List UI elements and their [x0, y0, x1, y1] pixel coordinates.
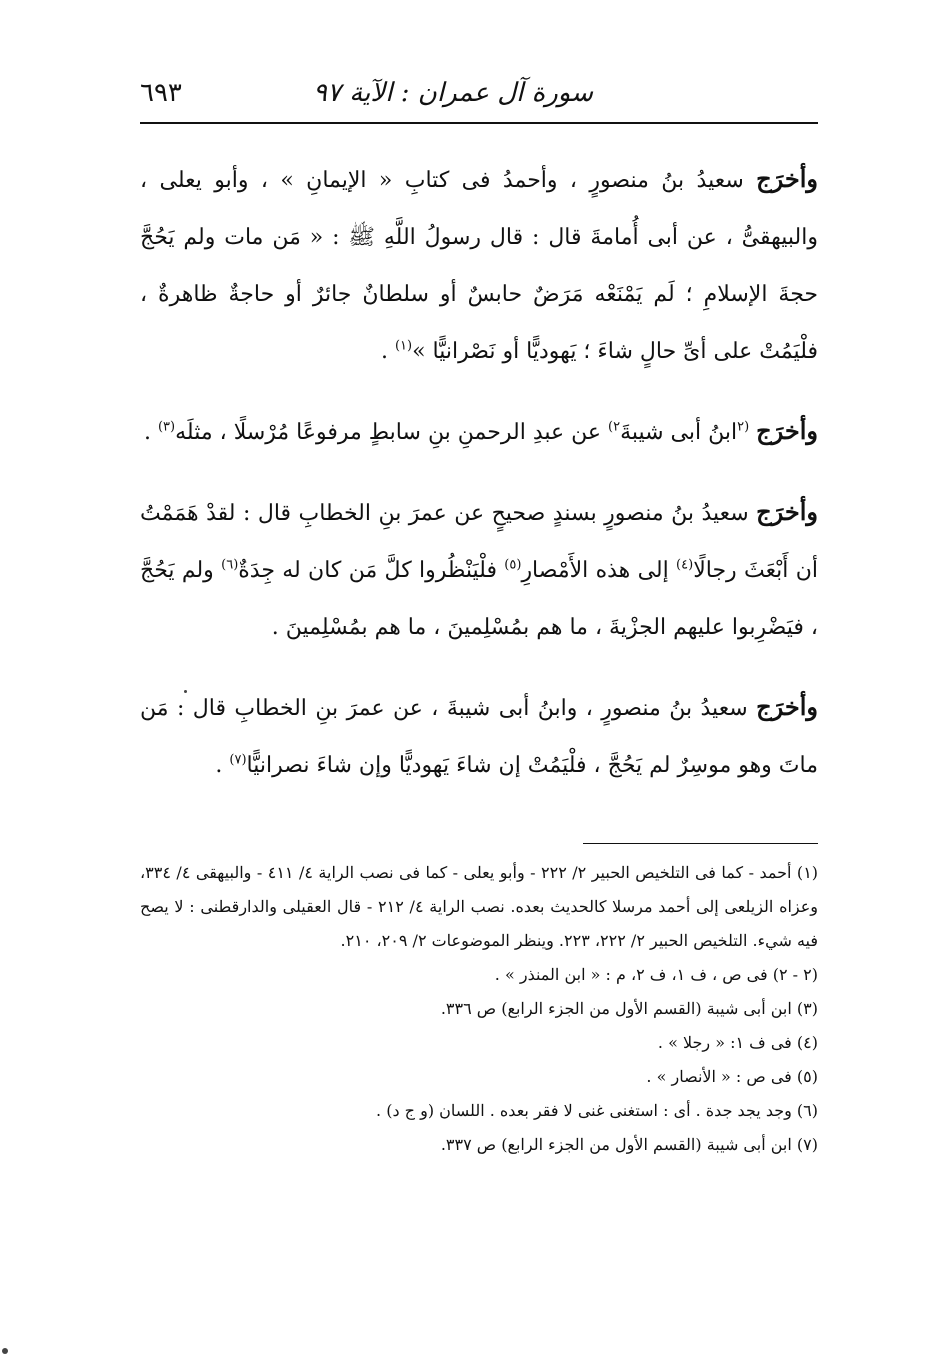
paragraph-lead: وأخرَج: [756, 497, 818, 526]
footnote: (٦) وجد يجد جدة . أى : استغنى غنى لا فقر بعده . اللسان (و ج د) .: [376, 1101, 818, 1120]
print-speck: [184, 690, 187, 693]
print-speck: [2, 1348, 8, 1354]
paragraph-text: فلْيَنْظُروا كلَّ مَن كان له جِدَةٌ: [238, 558, 505, 583]
page-header: [140, 70, 818, 122]
footnote: (٥) فى ص : « الأنصار » .: [646, 1067, 818, 1086]
footnote: (٧) ابن أبى شيبة (القسم الأول من الجزء الرابع) ص ٣٣٧.: [440, 1135, 818, 1154]
paragraph-text: ابنُ أبى شيبةَ: [620, 420, 738, 445]
footnote-marker[interactable]: (٥): [504, 557, 522, 573]
footnote: (٢ - ٢) فى ص ، ف ١، ف ٢، م : « ابن المنذر » .: [494, 965, 818, 984]
running-title: سورة آل عمران : الآية ٩٧: [313, 78, 593, 108]
paragraph-tail: .: [143, 420, 158, 445]
paragraph-2: [140, 402, 818, 461]
page-number: ٦٩٣: [140, 78, 182, 108]
main-text: [140, 150, 818, 816]
footnote-marker[interactable]: (٢: [737, 419, 750, 435]
paragraph-tail: .: [380, 339, 395, 364]
paragraph-tail: .: [215, 753, 230, 778]
footnote-marker[interactable]: (٤): [676, 557, 694, 573]
footnote-marker[interactable]: ٢): [608, 419, 621, 435]
paragraph-lead: وأخرَج: [756, 692, 818, 721]
footnote-marker[interactable]: (١): [394, 338, 413, 354]
header-rule: [140, 122, 818, 124]
footnote: (٤) فى ف ١: « رجلا » .: [657, 1033, 818, 1052]
paragraph-text: ولم يَحُجَّ ، فيَضْرِبوا عليهم الجزْيةَ ، ما هم بمُسْلِمينَ ، ما هم بمُسْلِمينَ .: [140, 558, 818, 640]
footnote: (١) أحمد - كما فى التلخيص الحبير ٢/ ٢٢٢ - وأبو يعلى - كما فى نصب الراية ٤/ ٤١١ - والبيهقى ٤/ ٣٣٤، وعزاه الزيلعى إلى أحمد مرسلا كالحديث بعده. نصب الراية ٤/ ٢١٢ - قال العقيلى والدارقطنى : لا يصح فيه شيء. التلخيص الحبير ٢/ ٢٢٢، ٢٢٣. وينظر الموضوعات ٢/ ٢٠٩، ٢١٠.: [140, 863, 819, 950]
paragraph-1: [140, 150, 818, 380]
footnote-marker[interactable]: (٦): [221, 557, 239, 573]
footnote-marker[interactable]: (٣): [157, 419, 176, 435]
footnote-rule: [583, 843, 818, 844]
paragraph-text: سعيدُ بنُ منصورٍ بسندٍ صحيحٍ عن عمرَ بنِ الخطابِ قال : لقدْ هَمَمْتُ أن أَبْعَثَ رجالًا: [140, 501, 818, 583]
footnote-marker[interactable]: (٧): [229, 752, 247, 768]
paragraph-lead: وأخرَج: [756, 164, 818, 193]
footnotes: [140, 856, 818, 1162]
paragraph-3: [140, 483, 818, 656]
paragraph-text: إلى هذه الأَمْصارِ: [521, 558, 677, 583]
paragraph-4: [140, 678, 818, 794]
paragraph-text: عن عبدِ الرحمنِ بنِ سابطٍ مرفوعًا مُرْسلًا ، مثلَه: [175, 420, 608, 445]
footnote: (٣) ابن أبى شيبة (القسم الأول من الجزء الرابع) ص ٣٣٦.: [440, 999, 818, 1018]
paragraph-lead: وأخرَج: [756, 416, 818, 445]
paragraph-text: سعيدُ بنُ منصورٍ ، وابنُ أبى شيبةَ ، عن عمرَ بنِ الخطابِ قال : مَن ماتَ وهو موسِرٌ لم يَحُجَّ ، فلْيَمُتْ إن شاءَ يَهوديًّا وإن شاءَ نصرانيًّا: [140, 696, 818, 778]
paragraph-text: سعيدُ بنُ منصورٍ ، وأحمدُ فى كتابِ « الإيمانِ » ، وأبو يعلى ، والبيهقىُّ ، عن أبى أُمامةَ قال : قال رسولُ اللَّهِ ﷺ : « مَن مات ولم يَحُجَّ حجةَ الإسلامِ ؛ لَم يَمْنَعْه مَرَضٌ حابسٌ أو سلطانٌ جائرٌ أو حاجةٌ ظاهرةٌ ، فلْيَمُتْ على أىِّ حالٍ شاءَ ؛ يَهوديًّا أو نَصْرانيًّا »: [140, 168, 818, 364]
